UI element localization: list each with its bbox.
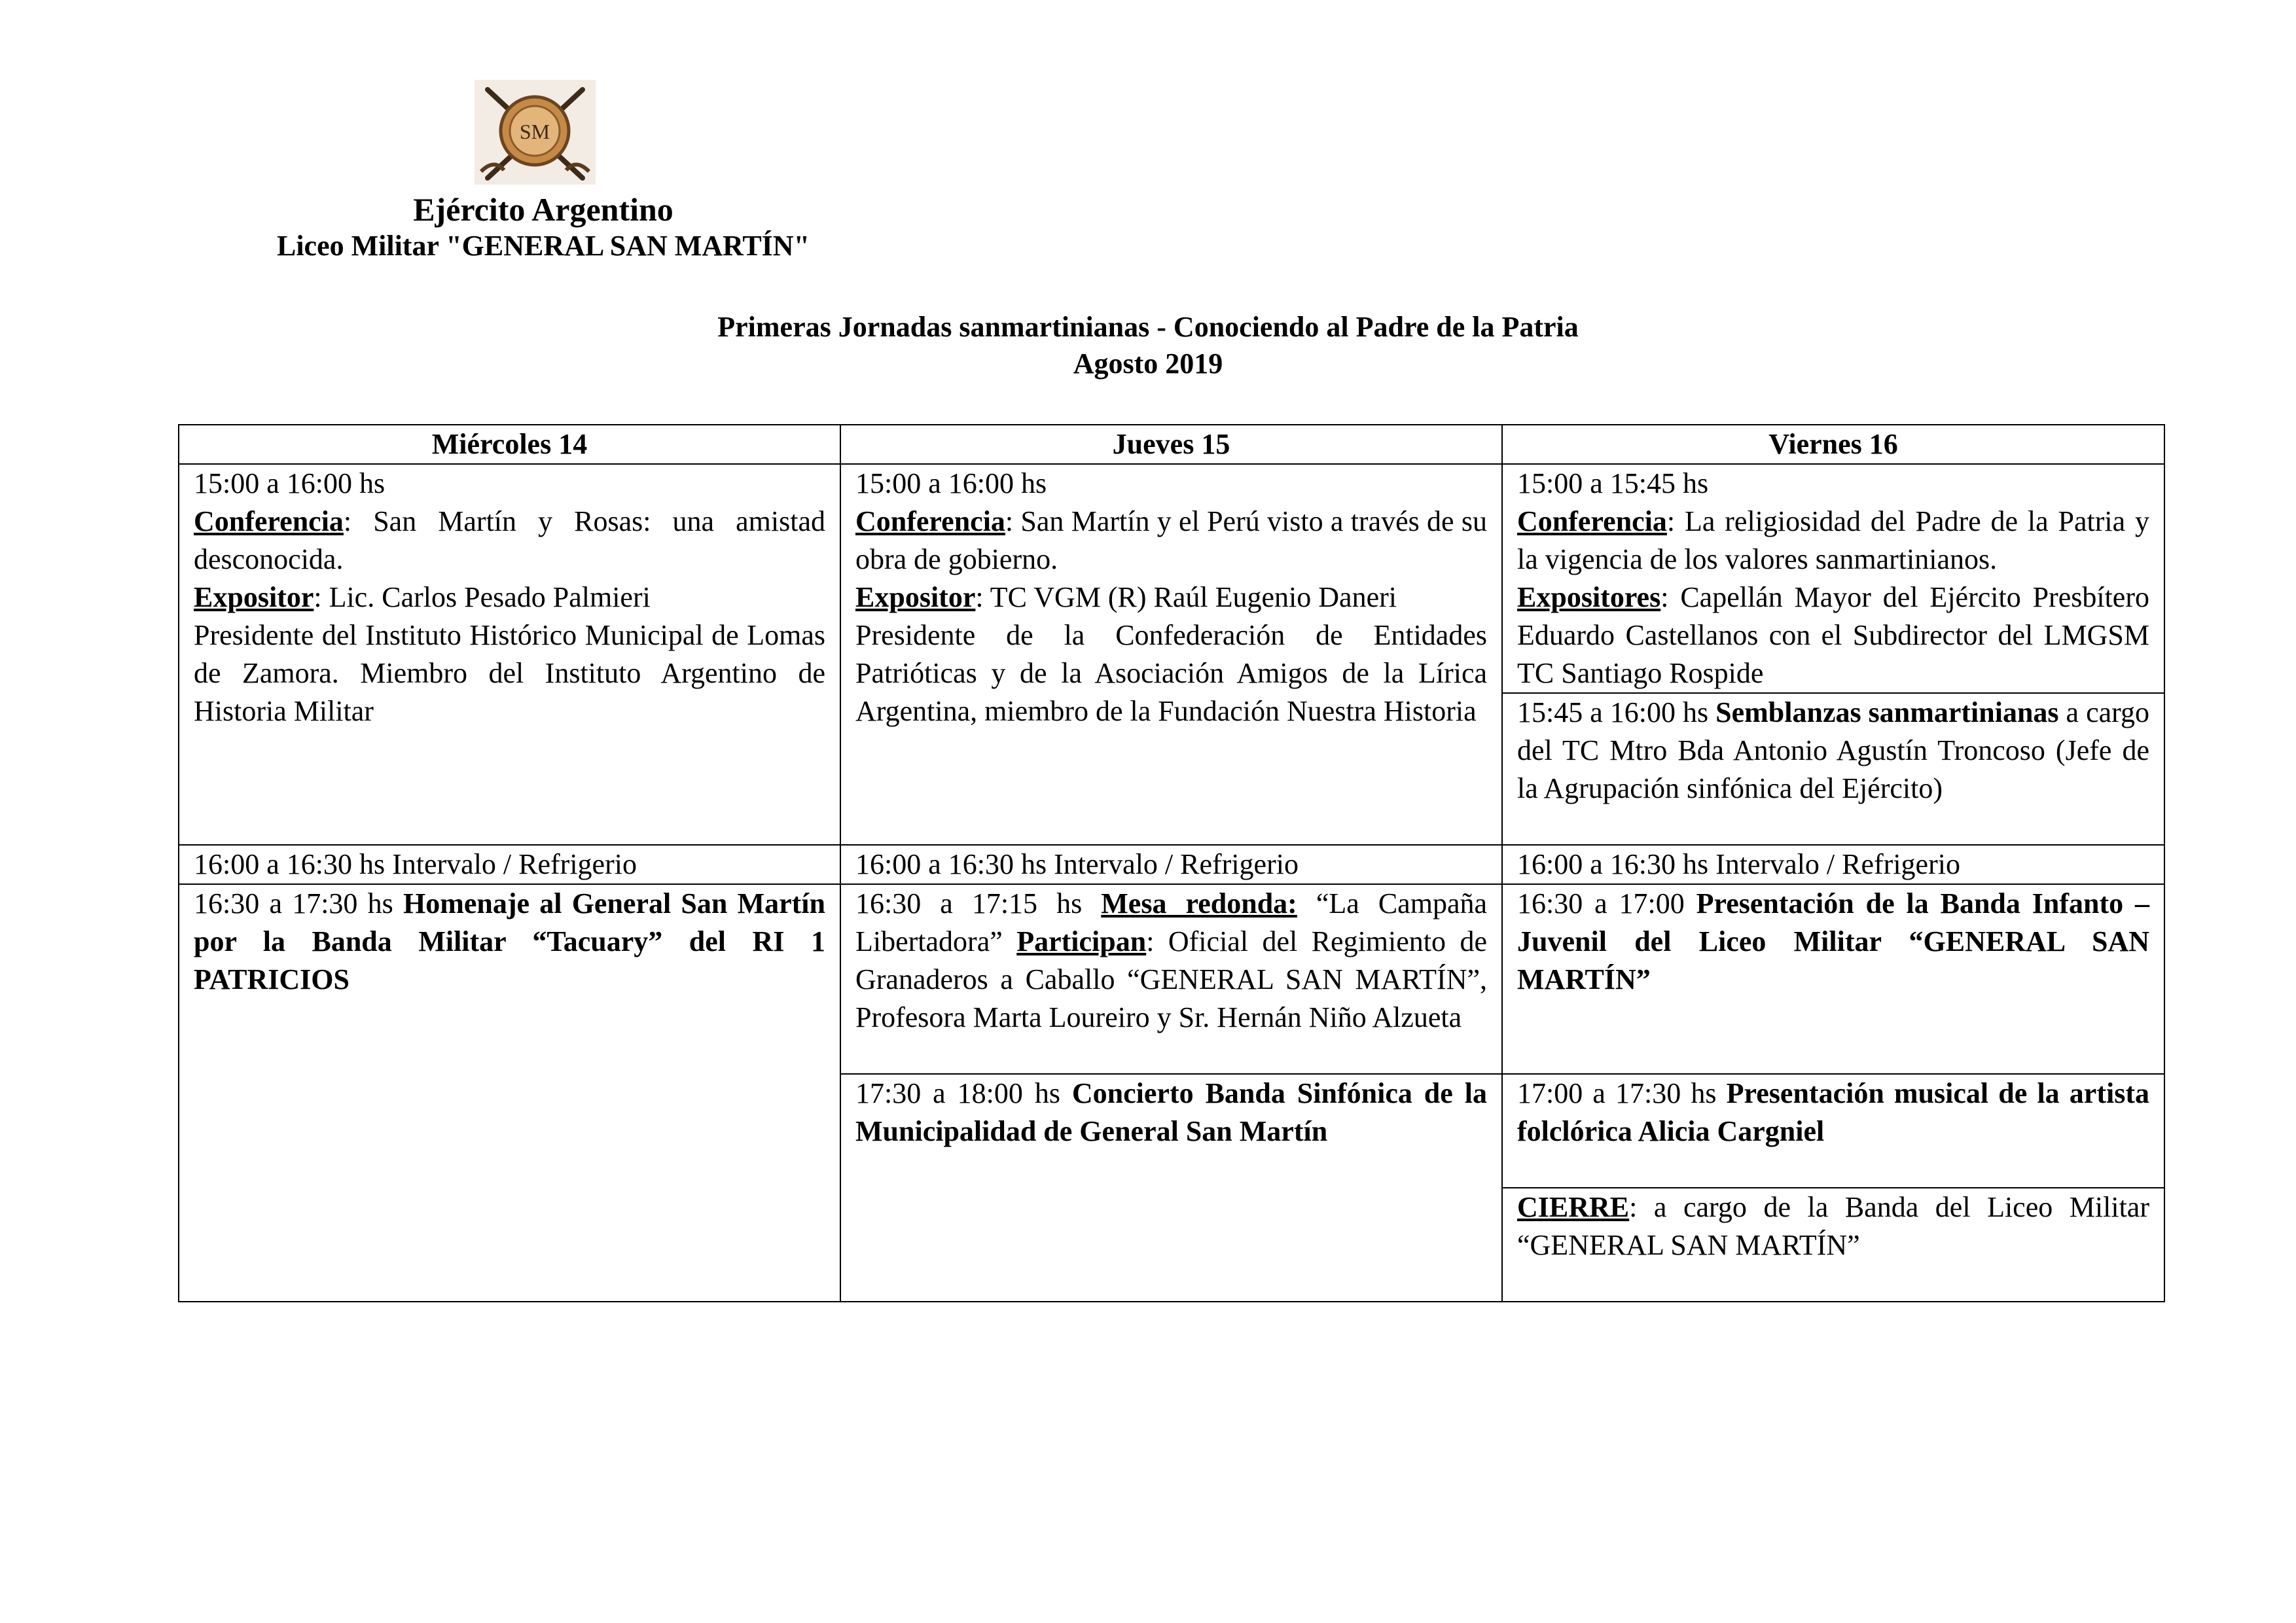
speakers-label: Expositores <box>1517 581 1661 613</box>
session-time: 15:00 a 16:00 hs <box>194 467 386 499</box>
logo-monogram: SM <box>519 120 550 143</box>
cell-jueves-concierto <box>840 1074 1502 1302</box>
round-table-label: Mesa redonda: <box>1101 887 1297 919</box>
org-title: Ejército Argentino <box>413 191 673 228</box>
cell-miercoles-conference <box>179 464 840 845</box>
column-header-miercoles: Miércoles 14 <box>179 425 840 464</box>
session-time: 16:30 a 17:15 hs <box>855 887 1102 919</box>
closing-text: : a cargo de la Banda del Liceo Militar “GENERAL SAN MARTÍN” <box>1517 1191 2149 1261</box>
table-header-row <box>179 425 2164 464</box>
speaker-label: Expositor <box>855 581 976 613</box>
cell-jueves-interval: 16:00 a 16:30 hs Intervalo / Refrigerio <box>840 845 1502 884</box>
session-title: Presentación musical de la artista folclórica Alicia Cargniel <box>1517 1077 2149 1147</box>
event-title: Primeras Jornadas sanmartinianas - Conociendo al Padre de la Patria <box>717 311 1579 343</box>
column-header-jueves: Jueves 15 <box>840 425 1502 464</box>
conference-text: : La religiosidad del Padre de la Patria y la vigencia de los valores sanmartinianos. <box>1517 505 2149 575</box>
org-subtitle: Liceo Militar "GENERAL SAN MARTÍN" <box>276 230 810 262</box>
cell-jueves-mesa-redonda <box>840 884 1502 1074</box>
conference-label: Conferencia <box>855 505 1005 537</box>
conference-label: Conferencia <box>194 505 344 537</box>
speaker-name: : Lic. Carlos Pesado Palmieri <box>314 581 651 613</box>
session-time: 17:30 a 18:00 hs <box>855 1077 1072 1109</box>
cell-miercoles-homenaje <box>179 884 840 1302</box>
participants-text: : Oficial del Regimiento de Granaderos a Caballo “GENERAL SAN MARTÍN”, Profesora Marta Loureiro y Sr. Hernán Niño Alzueta <box>855 925 1488 1033</box>
conference-label: Conferencia <box>1517 505 1667 537</box>
conference-text: : San Martín y Rosas: una amistad desconocida. <box>194 505 825 575</box>
cell-viernes-cierre <box>1502 1188 2164 1302</box>
speakers-text: : Capellán Mayor del Ejército Presbítero Eduardo Castellanos con el Subdirector del LMGSM TC Santiago Rospide <box>1517 581 2149 689</box>
session-time: 16:30 a 17:00 <box>1517 887 1696 919</box>
round-table-text: “La Campaña Libertadora” <box>855 887 1487 957</box>
conference-text: : San Martín y el Perú visto a través de su obra de gobierno. <box>855 505 1487 575</box>
session-text: a cargo del TC Mtro Bda Antonio Agustín Troncoso (Jefe de la Agrupación sinfónica del Ejército) <box>1517 696 2149 804</box>
cell-viernes-semblanzas <box>1502 693 2164 845</box>
session-time: 16:30 a 17:30 hs <box>194 887 403 919</box>
cell-viernes-presentacion-musical <box>1502 1074 2164 1188</box>
participants-label: Participan <box>1016 925 1147 957</box>
session-title: Presentación de la Banda Infanto – Juvenil del Liceo Militar “GENERAL SAN MARTÍN” <box>1517 887 2149 995</box>
speaker-detail: Presidente de la Confederación de Entidades Patrióticas y de la Asociación Amigos de la Lírica Argentina, miembro de la Fundación Nuestra Historia <box>855 619 1487 727</box>
speaker-detail: Presidente del Instituto Histórico Municipal de Lomas de Zamora. Miembro del Instituto Argentino de Historia Militar <box>194 619 825 727</box>
session-time: 15:00 a 16:00 hs <box>855 467 1047 499</box>
speaker-label: Expositor <box>194 581 314 613</box>
table-row <box>179 464 2164 693</box>
event-heading <box>0 309 2296 382</box>
session-time: 15:45 a 16:00 hs <box>1517 696 1716 728</box>
event-date: Agosto 2019 <box>1073 348 1223 380</box>
sm-emblem-logo <box>475 80 596 185</box>
cell-jueves-conference <box>840 464 1502 845</box>
schedule-table <box>178 424 2165 1302</box>
cell-viernes-banda-infanto <box>1502 884 2164 1074</box>
table-row <box>179 884 2164 1074</box>
cell-viernes-conference <box>1502 464 2164 693</box>
speaker-name: : TC VGM (R) Raúl Eugenio Daneri <box>975 581 1397 613</box>
organization-header <box>229 190 857 263</box>
session-time: 15:00 a 15:45 hs <box>1517 467 1709 499</box>
cell-viernes-interval: 16:00 a 16:30 hs Intervalo / Refrigerio <box>1502 845 2164 884</box>
session-time: 17:00 a 17:30 hs <box>1517 1077 1727 1109</box>
session-title: Concierto Banda Sinfónica de la Municipalidad de General San Martín <box>855 1077 1487 1147</box>
session-title: Semblanzas sanmartinianas <box>1715 696 2059 728</box>
session-title: Homenaje al General San Martín por la Banda Militar “Tacuary” del RI 1 PATRICIOS <box>194 887 825 995</box>
closing-label: CIERRE <box>1517 1191 1630 1223</box>
cell-miercoles-interval: 16:00 a 16:30 hs Intervalo / Refrigerio <box>179 845 840 884</box>
column-header-viernes: Viernes 16 <box>1502 425 2164 464</box>
table-row-interval <box>179 845 2164 884</box>
